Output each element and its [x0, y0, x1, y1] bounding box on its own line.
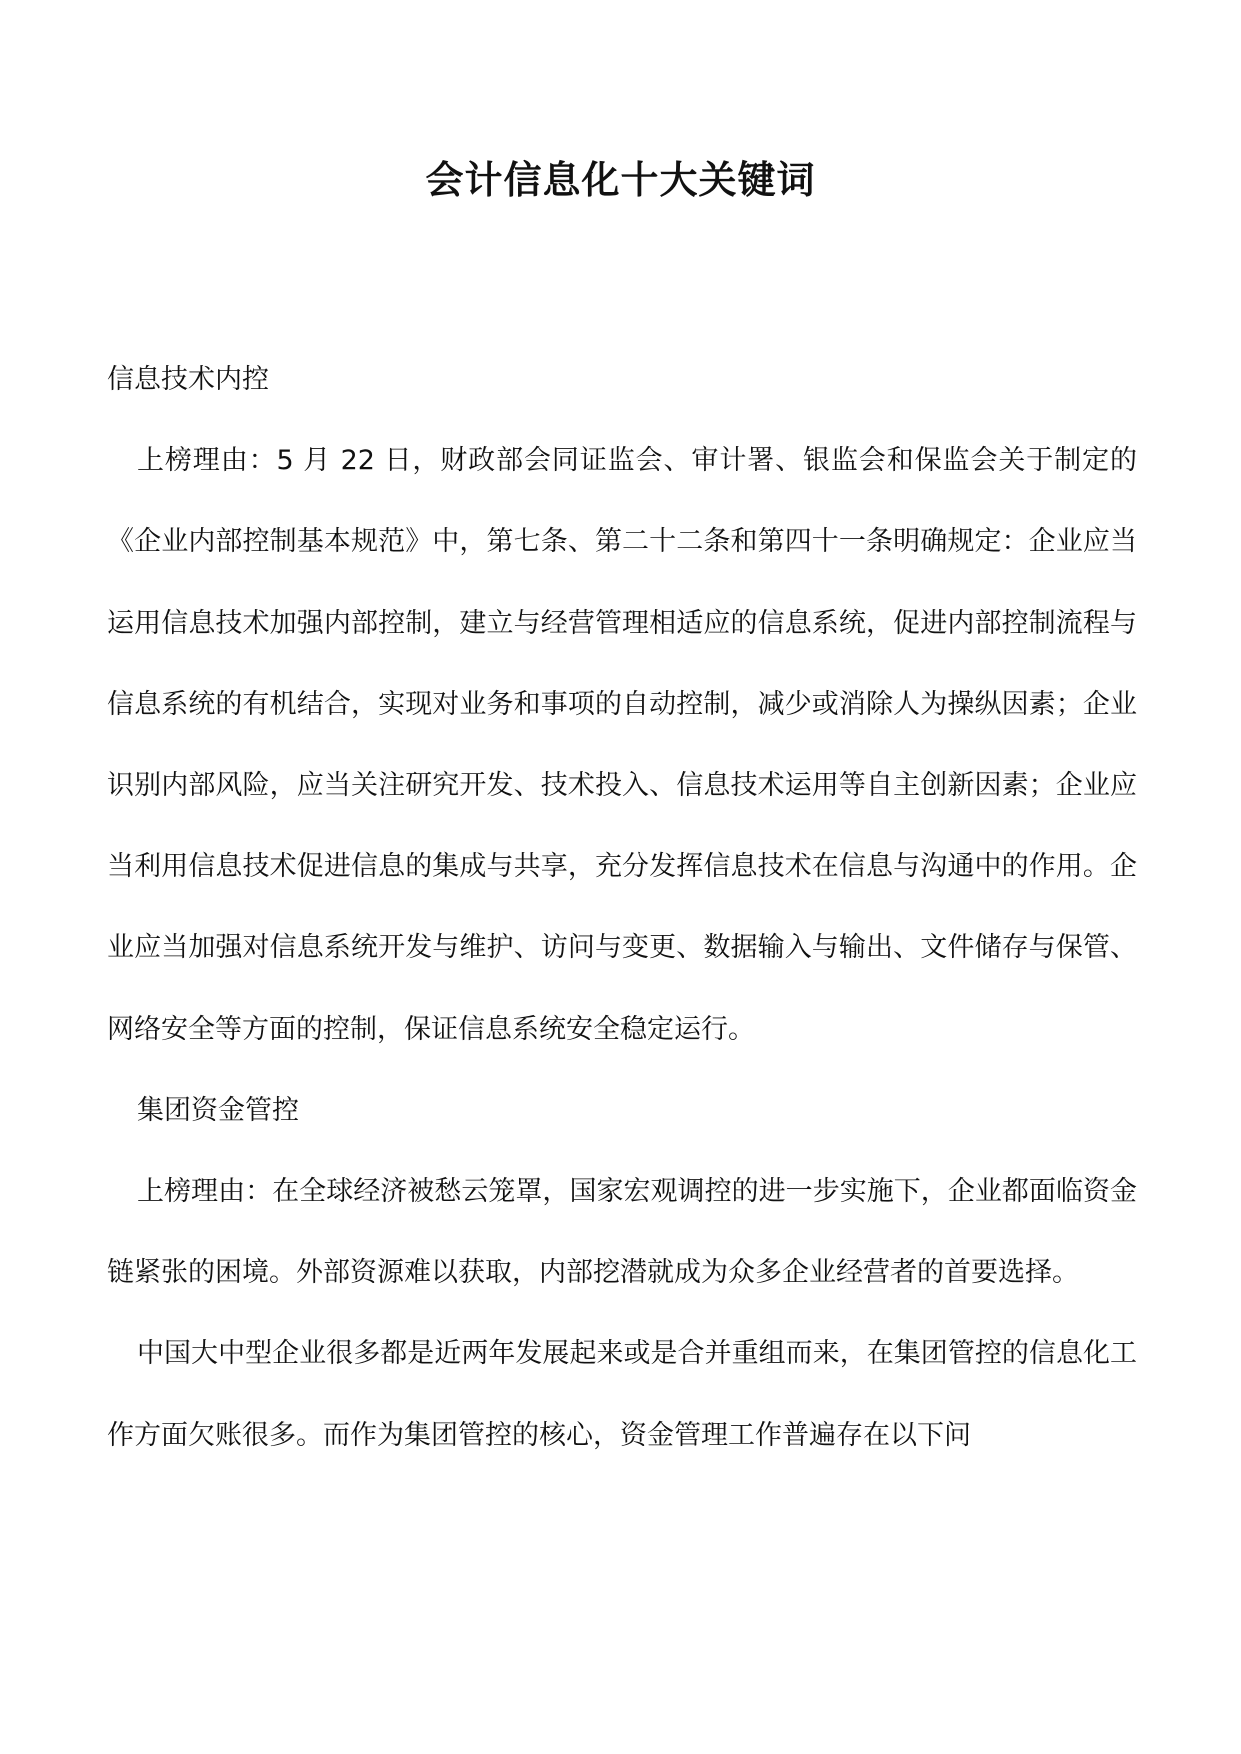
paragraph-group-fund-control-reason: 上榜理由：在全球经济被愁云笼罩，国家宏观调控的进一步实施下，企业都面临资金链紧张的困境。外部资源难以获取，内部挖潜就成为众多企业经营者的首要选择。 — [107, 1176, 1137, 1289]
paragraph-it-internal-control-reason: 上榜理由：5 月 22 日，财政部会同证监会、审计署、银监会和保监会关于制定的《企业内部控制基本规范》中，第七条、第二十二条和第四十一条明确规定：企业应当运用信息技术加强内部控制，建立与经营管理相适应的信息系统，促进内部控制流程与信息系统的有机结合，实现对业务和事项的自动控制，减少或消除人为操纵因素；企业识别内部风险，应当关注研究开发、技术投入、信息技术运用等自主创新因素；企业应当利用信息技术促进信息的集成与共享，充分发挥信息技术在信息与沟通中的作用。企业应当加强对信息系统开发与维护、访问与变更、数据输入与输出、文件储存与保管、网络安全等方面的控制，保证信息系统安全稳定运行。 — [107, 445, 1137, 1045]
section-heading-group-fund-control: 集团资金管控 — [137, 1094, 299, 1126]
document-title: 会计信息化十大关键词 — [425, 157, 816, 202]
section-heading-it-internal-control: 信息技术内控 — [107, 364, 269, 395]
paragraph-group-fund-control-detail: 中国大中型企业很多都是近两年发展起来或是合并重组而来，在集团管控的信息化工作方面欠账很多。而作为集团管控的核心，资金管理工作普遍存在以下问 — [107, 1338, 1137, 1451]
document-body — [107, 339, 1137, 1476]
